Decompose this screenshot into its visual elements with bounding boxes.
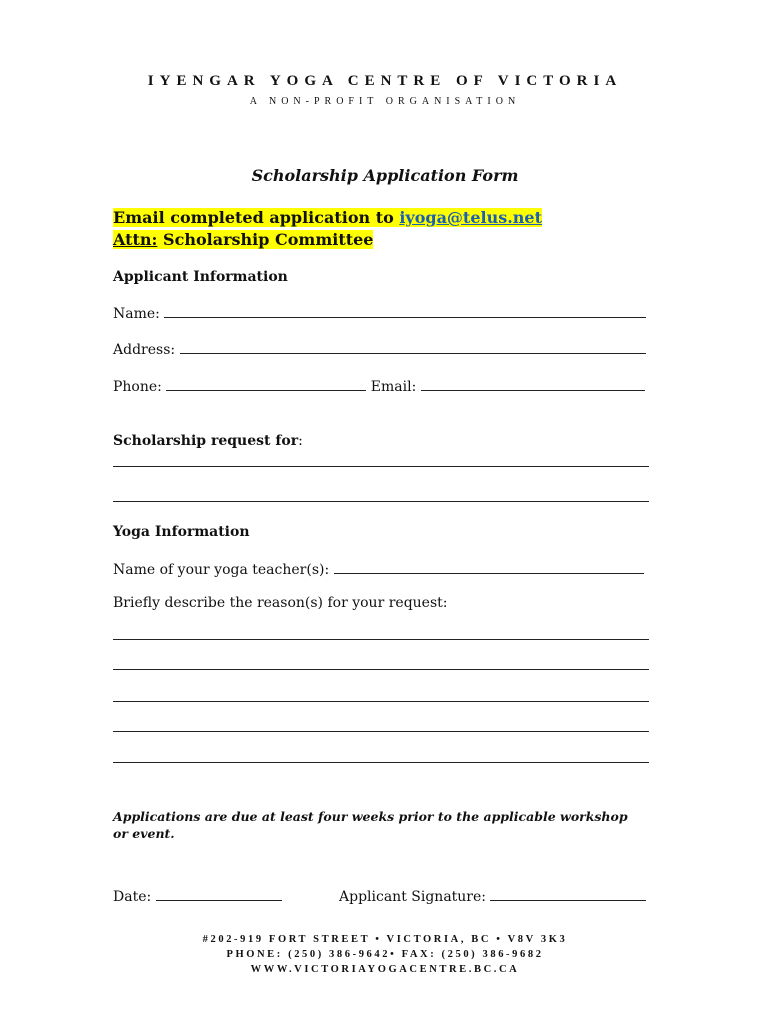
organization-name: IYENGAR YOGA CENTRE OF VICTORIA (147, 73, 623, 89)
form-title: Scholarship Application Form (251, 166, 519, 185)
reason-line-4[interactable] (113, 731, 649, 732)
reason-line-5[interactable] (113, 762, 649, 763)
reason-label: Briefly describe the reason(s) for your request: (113, 595, 448, 611)
signature-label: Applicant Signature: (339, 889, 486, 905)
email-instruction-text: Email completed application to (113, 208, 400, 227)
scholarship-request-row (113, 433, 303, 449)
email-link[interactable]: iyoga@telus.net (399, 208, 542, 227)
email-label: Email: (370, 379, 417, 395)
scholarship-colon: : (298, 433, 303, 449)
attention-line (113, 230, 373, 249)
deadline-note: Applications are due at least four weeks prior to the applicable workshop or event. (113, 809, 628, 841)
yoga-info-heading: Yoga Information (113, 524, 250, 540)
reason-line-1[interactable] (113, 639, 649, 640)
email-field[interactable] (421, 378, 645, 391)
organization-subtitle: A NON-PROFIT ORGANISATION (249, 96, 521, 107)
teacher-field[interactable] (334, 561, 644, 574)
phone-field[interactable] (166, 378, 366, 391)
attn-value: Scholarship Committee (157, 230, 374, 249)
name-label: Name: (113, 306, 160, 322)
footer-website[interactable]: WWW.VICTORIAYOGACENTRE.BC.CA (250, 964, 520, 975)
applicant-info-heading: Applicant Information (113, 269, 288, 285)
teacher-row (113, 561, 644, 578)
attn-label: Attn: (113, 230, 158, 249)
reason-line-3[interactable] (113, 701, 649, 702)
reason-line-2[interactable] (113, 669, 649, 670)
scholarship-request-line-2[interactable] (113, 501, 649, 502)
signature-row (339, 888, 646, 905)
signature-field[interactable] (490, 888, 646, 901)
phone-email-row (113, 378, 645, 395)
date-field[interactable] (156, 888, 282, 901)
phone-label: Phone: (113, 379, 162, 395)
name-field[interactable] (164, 305, 646, 318)
address-row (113, 341, 646, 358)
footer-phone-fax: PHONE: (250) 386-9642• FAX: (250) 386-9682 (226, 949, 544, 960)
scholarship-request-line-1[interactable] (113, 466, 649, 467)
teacher-label: Name of your yoga teacher(s): (113, 562, 330, 578)
footer-address: #202-919 FORT STREET • VICTORIA, BC • V8V 3K3 (202, 934, 568, 945)
scholarship-request-heading: Scholarship request for (113, 433, 299, 449)
date-row (113, 888, 282, 905)
address-label: Address: (113, 342, 176, 358)
address-field[interactable] (180, 341, 646, 354)
name-row (113, 305, 646, 322)
date-label: Date: (113, 889, 152, 905)
email-instruction (113, 208, 542, 227)
